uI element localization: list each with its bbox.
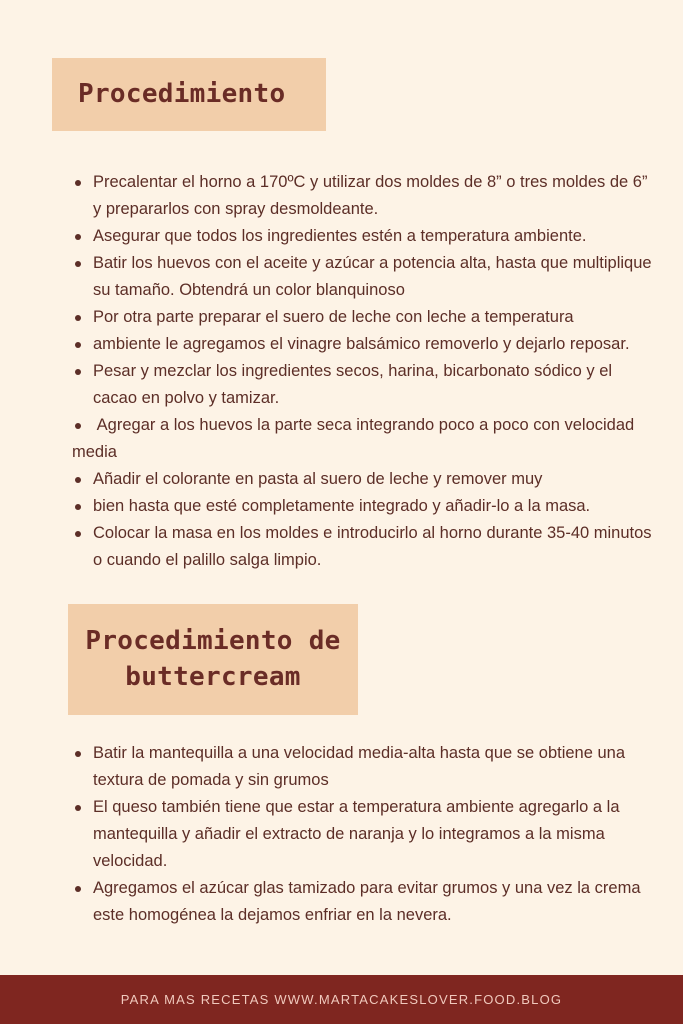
- bullet-icon: [75, 886, 81, 892]
- footer-banner: [0, 975, 683, 1024]
- step-text: bien hasta que esté completamente integrado y añadir-lo a la masa.: [93, 497, 591, 515]
- step-item: [72, 466, 652, 493]
- step-text: Agregar a los huevos la parte seca integrando poco a poco con velocidad media: [72, 416, 635, 461]
- bullet-icon: [75, 423, 81, 429]
- bullet-icon: [75, 805, 81, 811]
- step-text: Colocar la masa en los moldes e introducirlo al horno durante 35-40 minutos o cuando el palillo salga limpio.: [93, 524, 652, 569]
- bullet-icon: [75, 477, 81, 483]
- buttercream-heading-box: [68, 604, 358, 715]
- buttercream-title: [85, 624, 340, 694]
- footer-text: PARA MAS RECETAS WWW.MARTACAKESLOVER.FOOD.BLOG: [120, 992, 563, 1007]
- bullet-icon: [75, 180, 81, 186]
- procedimiento-title: Procedimiento: [78, 78, 286, 109]
- bullet-icon: [75, 234, 81, 240]
- procedimiento-steps-list: [72, 169, 652, 574]
- step-text: Pesar y mezclar los ingredientes secos, harina, bicarbonato sódico y el cacao en polvo y tamizar.: [93, 362, 613, 407]
- step-item: [72, 794, 652, 875]
- bullet-icon: [75, 315, 81, 321]
- step-text: Batir los huevos con el aceite y azúcar a potencia alta, hasta que multiplique su tamaño. Obtendrá un color blanquinoso: [93, 254, 652, 299]
- step-item: [72, 331, 652, 358]
- step-text: Asegurar que todos los ingredientes estén a temperatura ambiente.: [93, 227, 587, 245]
- buttercream-title-line1: Procedimiento de: [85, 626, 341, 657]
- bullet-icon: [75, 369, 81, 375]
- step-item: [72, 740, 652, 794]
- bullet-icon: [75, 261, 81, 267]
- step-text: Precalentar el horno a 170ºC y utilizar dos moldes de 8” o tres moldes de 6” y prepararlos con spray desmoldeante.: [93, 173, 648, 218]
- buttercream-steps-list: [72, 740, 652, 929]
- bullet-icon: [75, 342, 81, 348]
- step-item: [72, 169, 652, 223]
- procedimiento-heading-box: [52, 58, 326, 131]
- step-item: [72, 412, 652, 466]
- bullet-icon: [75, 504, 81, 510]
- step-text: Por otra parte preparar el suero de leche con leche a temperatura: [93, 308, 574, 326]
- buttercream-title-line2: buttercream: [125, 661, 301, 692]
- step-item: [72, 250, 652, 304]
- step-item: [72, 358, 652, 412]
- step-item: [72, 520, 652, 574]
- step-item: [72, 875, 652, 929]
- step-text: Añadir el colorante en pasta al suero de leche y remover muy: [93, 470, 543, 488]
- step-text: El queso también tiene que estar a temperatura ambiente agregarlo a la mantequilla y añadir el extracto de naranja y lo integramos a la misma velocidad.: [93, 798, 620, 870]
- step-text: ambiente le agregamos el vinagre balsámico removerlo y dejarlo reposar.: [93, 335, 630, 353]
- step-text: Agregamos el azúcar glas tamizado para evitar grumos y una vez la crema este homogénea la dejamos enfriar en la nevera.: [93, 879, 641, 924]
- step-item: [72, 223, 652, 250]
- bullet-icon: [75, 531, 81, 537]
- step-text: Batir la mantequilla a una velocidad media-alta hasta que se obtiene una textura de pomada y sin grumos: [93, 744, 626, 789]
- bullet-icon: [75, 751, 81, 757]
- step-item: [72, 493, 652, 520]
- step-item: [72, 304, 652, 331]
